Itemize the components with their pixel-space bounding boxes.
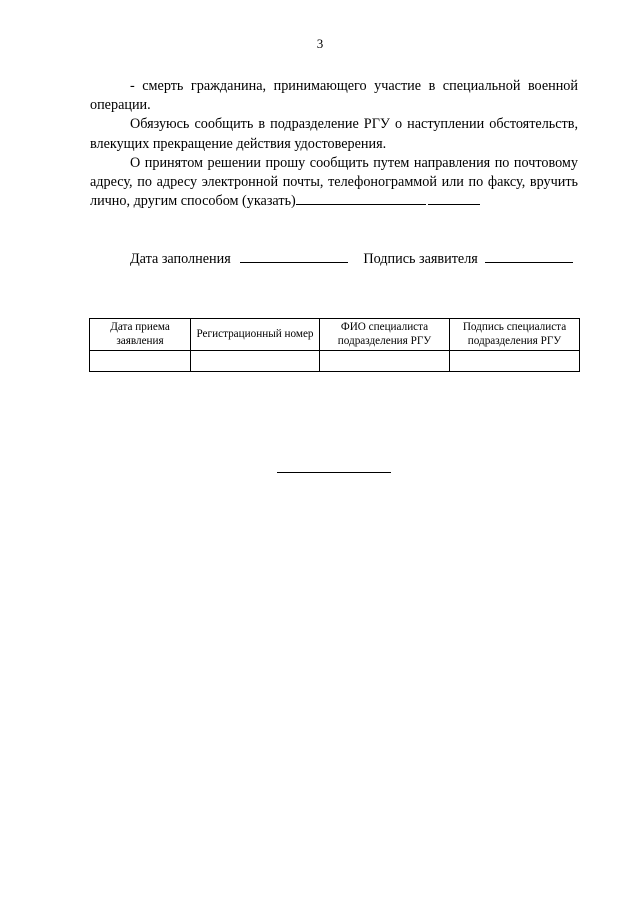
fill-date-label: Дата заполнения (130, 251, 231, 267)
paragraph-text: - смерть гражданина, принимающего участие в специальной военной операции. (90, 78, 578, 114)
paragraph-obligation (90, 115, 578, 153)
notification-method-blank[interactable] (296, 192, 426, 205)
table-row (90, 351, 580, 372)
document-body (90, 77, 578, 211)
paragraph-text: О принятом решении прошу сообщить путем направления по почтовому адресу, по адресу электронной почты, телефонограммой или по факсу, вручить лично, другим способом (указать) (90, 154, 578, 210)
cell-specialist-signature[interactable] (450, 351, 580, 372)
header-receipt-date: Дата приема заявления (90, 319, 191, 351)
paragraph-notification-method (90, 154, 578, 212)
applicant-signature-label: Подпись заявителя (363, 251, 478, 267)
registration-table (89, 318, 580, 372)
header-registration-number: Регистрационный номер (191, 319, 320, 351)
paragraph-text: Обязуюсь сообщить в подразделение РГУ о наступлении обстоятельств, влекущих прекращение действия удостоверения. (90, 116, 578, 152)
cell-specialist-name[interactable] (320, 351, 450, 372)
notification-method-blank-extra[interactable] (428, 192, 480, 205)
header-specialist-name: ФИО специалиста подразделения РГУ (320, 319, 450, 351)
cell-registration-number[interactable] (191, 351, 320, 372)
header-specialist-signature: Подпись специалиста подразделения РГУ (450, 319, 580, 351)
table-header-row (90, 319, 580, 351)
fill-date-blank[interactable] (240, 251, 348, 263)
end-of-document-rule (277, 472, 391, 473)
paragraph-death-clause (90, 77, 578, 115)
cell-receipt-date[interactable] (90, 351, 191, 372)
signature-row (130, 250, 578, 269)
applicant-signature-blank[interactable] (485, 251, 573, 263)
page-number: 3 (316, 36, 324, 51)
